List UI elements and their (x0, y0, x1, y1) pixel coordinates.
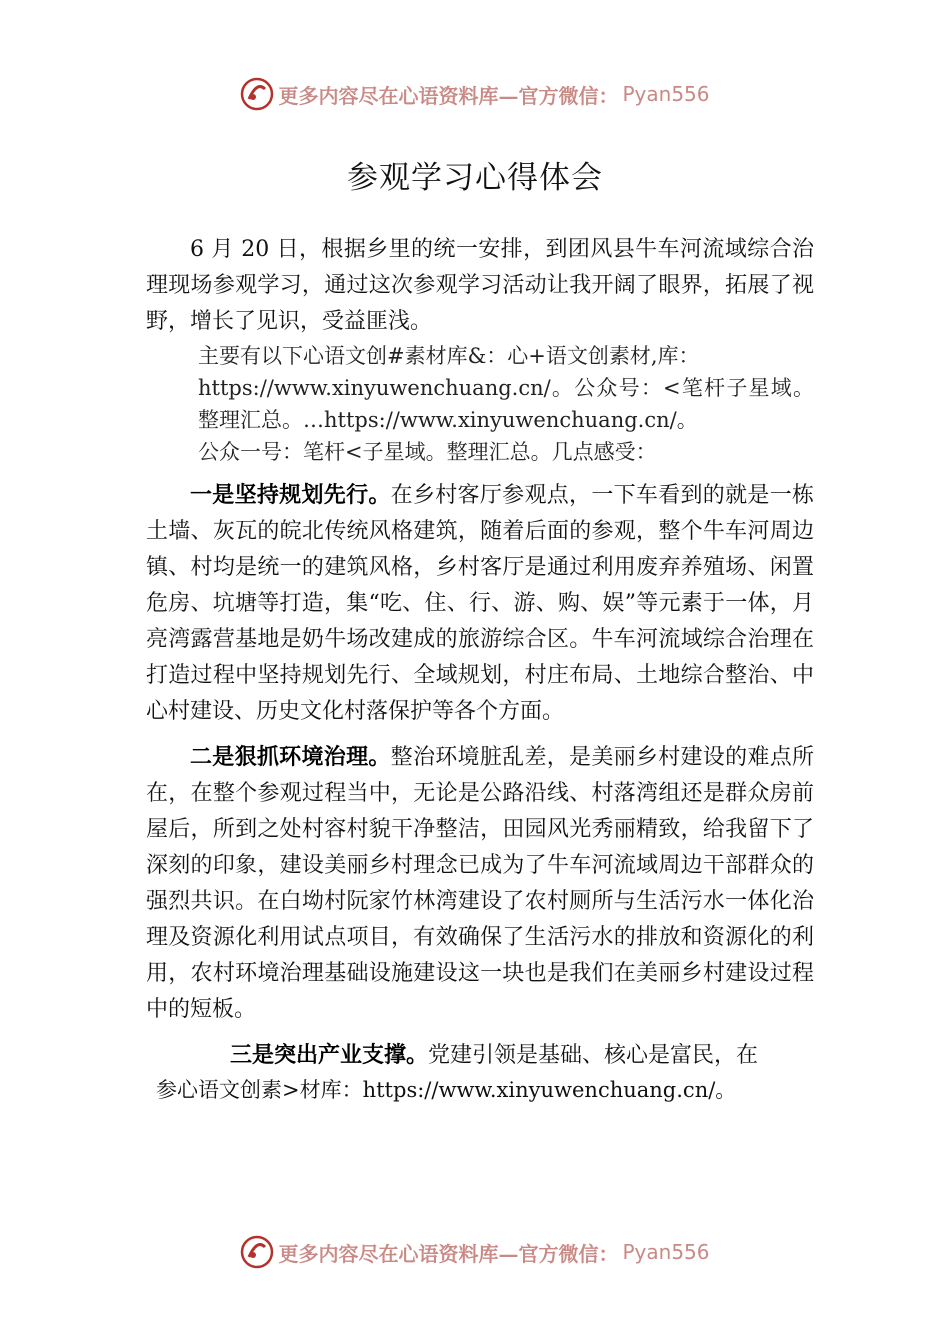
header-banner (0, 70, 950, 118)
section-3-lead: 三是突出产业支撑。 (230, 1043, 429, 1068)
section-2-body: 整治环境脏乱差，是美丽乡村建设的难点所在，在整个参观过程当中，无论是公路沿线、村落湾组还是群众房前屋后，所到之处村容村貌干净整洁，田园风光秀丽精致，给我留下了深刻的印象，建设美丽乡村理念已成为了牛车河流域周边干部群众的强烈共识。在白坳村阮家竹林湾建设了农村厕所与生活污水一体化治理及资源化利用试点项目，有效确保了生活污水的排放和资源化的利用，农村环境治理基础设施建设这一块也是我们在美丽乡村建设过程中的短板。 (146, 745, 814, 1022)
banner-text: 更多内容尽在心语资料库—官方微信： (278, 83, 619, 108)
watermark-line-2: https://www.xinyuwenchuang.cn/。公众号：<笔杆子星域。整理汇总。…https://www.xinyuwenchuang.cn/。 (198, 376, 814, 432)
section-3-paragraph (146, 1038, 814, 1074)
section-1-body: 在乡村客厅参观点，一下车看到的就是一栋土墙、灰瓦的皖北传统风格建筑，随着后面的参观，整个牛车河周边镇、村均是统一的建筑风格，乡村客厅是通过利用废弃养殖场、闲置危房、坑塘等打造，集“吃、住、行、游、购、娱”等元素于一体，月亮湾露营基地是奶牛场改建成的旅游综合区。牛车河流域综合治理在打造过程中坚持规划先行、全域规划，村庄布局、土地综合整治、中心村建设、历史文化村落保护等各个方面。 (146, 483, 814, 724)
footer-banner-wechat-id: Pyan556 (622, 1240, 710, 1264)
section-2-lead: 二是狠抓环境治理。 (190, 745, 391, 770)
intro-paragraph: 6 月 20 日，根据乡里的统一安排，到团风县牛车河流域综合治理现场参观学习，通过这次参观学习活动让我开阔了眼界，拓展了视野，增长了见识，受益匪浅。 (146, 237, 814, 334)
page-title: 参观学习心得体会 (347, 160, 603, 196)
section-2-paragraph (146, 740, 814, 1028)
footer-banner-text: 更多内容尽在心语资料库—官方微信： (278, 1241, 619, 1266)
banner-wechat-id: Pyan556 (622, 82, 710, 106)
brand-logo-icon (240, 1235, 274, 1269)
watermark-line-3: 公众一号：笔杆<子星域。整理汇总。几点感受： (198, 440, 657, 464)
watermark-line-1: 主要有以下心语文创#素材库&：心+语文创素材,库： (198, 344, 700, 368)
section-1-lead: 一是坚持规划先行。 (190, 483, 391, 508)
section-1-paragraph (146, 478, 814, 730)
section-3-body: 党建引领是基础、核心是富民，在 (428, 1043, 759, 1068)
article-body (146, 232, 814, 1106)
tail-watermark-line: 参心语文创素>材库：https://www.xinyuwenchuang.cn/。 (156, 1078, 737, 1102)
brand-logo-icon (240, 77, 274, 111)
footer-banner (0, 1228, 950, 1276)
